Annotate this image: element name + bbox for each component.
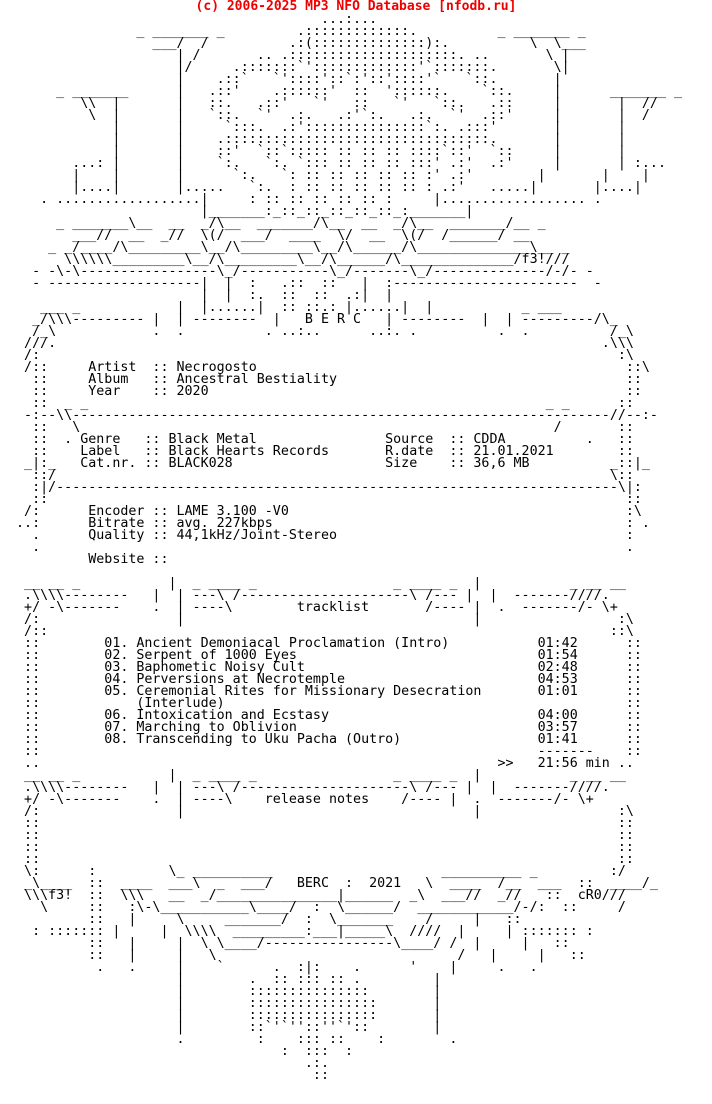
nfo-line: +/ -\------- . | ----\ tracklist /---- | . -------/- \+ [8,600,618,615]
nfo-line: :: | | \ \____/----------------\____/ / | | :: [8,936,570,951]
nfo-line: | | `:::. .:':::::::::::::::`:. .:::' | | [8,120,626,135]
nfo-line: ..: Bitrate :: avg. 227kbps : . [8,516,650,531]
nfo-line: :: . Genre :: Black Metal Source :: CDDA . :: [8,432,634,447]
nfo-ascii-art-document [8,14,682,1082]
nfo-line: | .::` `'::::'::`:'::'::::'` `::. | [8,72,562,87]
nfo-line: . . [8,540,634,555]
nfo-line: :: :: [8,816,634,831]
nfo-line: ...:... [8,12,378,27]
nfo-line: ___ _ | |......| :: ::.: |......| | _ ___ [8,300,562,315]
nfo-line: /_\ . . . ..:.. ..:. . . . /_\ [8,324,634,339]
nfo-line: __ __ _ | _ ____ _ _ ____ _ | _ __ __ [8,768,626,783]
nfo-line: ...: | | `:. `:. `::: :: :: :: :::' .:' .:' | | :... [8,156,666,171]
nfo-line: +/ -\------- . | ----\ release notes /---- | . -------/- \+ [8,792,594,807]
site-copyright-header: (c) 2006-2025 MP3 NFO Database [nfodb.ru] [195,0,517,14]
nfo-line: _ _______\__ __ _/\__ _______/\__ __ _/\__ _______/__ _ [8,216,546,231]
nfo-line: \ | | `::. `' .:. .:'`:. .:. `' .::' | | / [8,108,650,123]
nfo-line: . . | ` . :|: . ' | . . [8,960,538,975]
nfo-line: /: :\ [8,348,634,363]
nfo-line: :: 03. Baphometic Noisy Cult 02:48 :: [8,660,642,675]
nfo-line: | | ::' `::`::::: :: :: :: ::::`::' `:: | | [8,144,626,159]
nfo-line: ::/ \:: [8,468,634,483]
nfo-line: ___/ / .:(::::::::::::::):. \ \___ [8,36,586,51]
nfo-line: | / .. .:::::::::::::::::::::. .. \ | [8,48,570,63]
nfo-line: \: : \_ __________ __________ _ :/ [8,864,626,879]
nfo-line: :: (Interlude) :: [8,696,642,711]
nfo-line: .\\\\-------- | | ---\ /---------------------\ /--- | | -------////. [8,588,610,603]
nfo-line: |_______:_::_::_::_::_::_:_______| [8,204,474,219]
nfo-line: /: Encoder :: LAME 3.100 -V0 :\ [8,504,642,519]
nfo-line: :: _ _ _ _ :: [8,396,634,411]
nfo-line: :: \ / :: [8,420,634,435]
nfo-line: \\\\\\_________\__/\_________\__/\______/\______________/f3!/// [8,252,570,267]
nfo-line: _ _/____/\_________\__/\_________\__/\______/\______________\__ _ [8,240,570,255]
nfo-line: :: :: [8,852,634,867]
nfo-line: ///. .\\\ [8,336,634,351]
nfo-line: - -------------------| | : .:: :: | :----------------------- - [8,276,602,291]
nfo-line: . : ::: :: : . [8,1032,458,1047]
nfo-line: :: :: [8,828,634,843]
nfo-line: _\____ :: ____ ___\ _ ___/ BERC : 2021 \ ____ /__ ___ :: ____/_ [8,876,658,891]
nfo-line: :: 01. Ancient Demoniacal Proclamation (Intro) 01:42 :: [8,636,642,651]
nfo-line: :: 08. Transcending to Uku Pacha (Outro) 01:41 :: [8,732,642,747]
nfo-line: :: :: [8,840,634,855]
nfo-line: .. >> 21:56 min .. [8,756,634,771]
nfo-line: \\ | | ::. .::' `' :: `' `::. .:: | | // [8,96,658,111]
nfo-line: _/\\\--------- | | -------- | B E R C | -------- | | ---------/\_ [8,312,618,327]
nfo-line: .:. [8,1056,329,1071]
nfo-line: :|/----------------------------------------------------------------------\|: [8,480,642,495]
nfo-line: | ::::::::::::::: | [8,984,442,999]
nfo-line: .\\\\-------- | | ---\ /---------------------\ /--- | | -------////. [8,780,610,795]
nfo-line: _ _______ | .::' .::::::' :: '::::::. `::. | _______ _ [8,84,683,99]
nfo-line: ___// __ _// \(/ ___/ ____ \/ __ \(/ /______/ __ [8,228,530,243]
nfo-line: | | .:::::::::::::::::::::::::::::::::. | | [8,132,626,147]
nfo-line: /:: Artist :: Necrogosto ::\ [8,360,650,375]
nfo-line: _|:_ Cat.nr. :: BLACK028 Size :: 36,6 MB _::|_ [8,456,650,471]
nfo-line: :: | \ _______/ : \_______ / | :: [8,912,522,927]
nfo-line: /: | | :\ [8,612,634,627]
nfo-line: |/ .:::::::`':::::::::::::'`:::::::. \| [8,60,570,75]
nfo-line: : ::::::: | | \\\\ _________:___|_____\ //// | | ::::::: : [8,924,594,939]
nfo-line: /:: ::\ [8,624,634,639]
nfo-line: . ..................| : :: :: :: :: :: : |.................. . [8,192,602,207]
nfo-line: :: 06. Intoxication and Ecstasy 04:00 :: [8,708,642,723]
nfo-line: _ _______ _ .:::::::::::::. _ _______ _ [8,24,586,39]
nfo-line: | | | `:. `: :: :: :: :: :: :' .:' | | | [8,168,650,183]
nfo-line: |....| |..... `:. : :: :: :: :: :: : .:' .....| |....| [8,180,642,195]
nfo-line: Website :: [8,552,169,567]
nfo-line: | ::`'`''::''`':: | [8,1020,442,1035]
nfo-line: :: 05. Ceremonial Rites for Missionary Desecration 01:01 :: [8,684,642,699]
nfo-line: : ::: : [8,1044,354,1059]
nfo-line: :: :: [8,492,642,507]
nfo-line: :: Year :: 2020 :: [8,384,642,399]
nfo-line: __ __ _ | _ ____ _ _ ____ _ | _ __ __ [8,576,626,591]
nfo-line: -:--\\-------------------------------------------------------------------//--:- [8,408,658,423]
nfo-line: :: | | \ / | | :: [8,948,586,963]
nfo-line: :: [8,1068,329,1083]
nfo-line: :: Label :: Black Hearts Records R.date :: 21.01.2021 :: [8,444,634,459]
nfo-line: | | :. :: :: .:| | [8,288,394,303]
nfo-line: :: Album :: Ancestral Bestiality :: [8,372,642,387]
nfo-line: :: 07. Marching to Oblivion 03:57 :: [8,720,642,735]
nfo-line: :: ------- :: [8,744,642,759]
nfo-line: :: 04. Perversions at Necrotemple 04:53 :: [8,672,642,687]
nfo-line: /: | | :\ [8,804,634,819]
nfo-line: \\\f3! :: \\\ __ _/_______________|______ _\ ___// _// :: cR0/// [8,888,626,903]
nfo-line: | . :: ::: :: . | [8,972,442,987]
nfo-line: | :::::::::::::::: | [8,996,442,1011]
nfo-line: \ :: :\-\___________\____/ : \______/ ____________/-/: :: / [8,900,626,915]
nfo-line: | :::::::::::::::: | [8,1008,442,1023]
nfo-line: :: 02. Serpent of 1000 Eyes 01:54 :: [8,648,642,663]
nfo-line: . Quality :: 44,1kHz/Joint-Stereo : [8,528,634,543]
nfo-line: - -\-\-----------------\_/-----------\_/-------\_/--------------/-/- - [8,264,594,279]
